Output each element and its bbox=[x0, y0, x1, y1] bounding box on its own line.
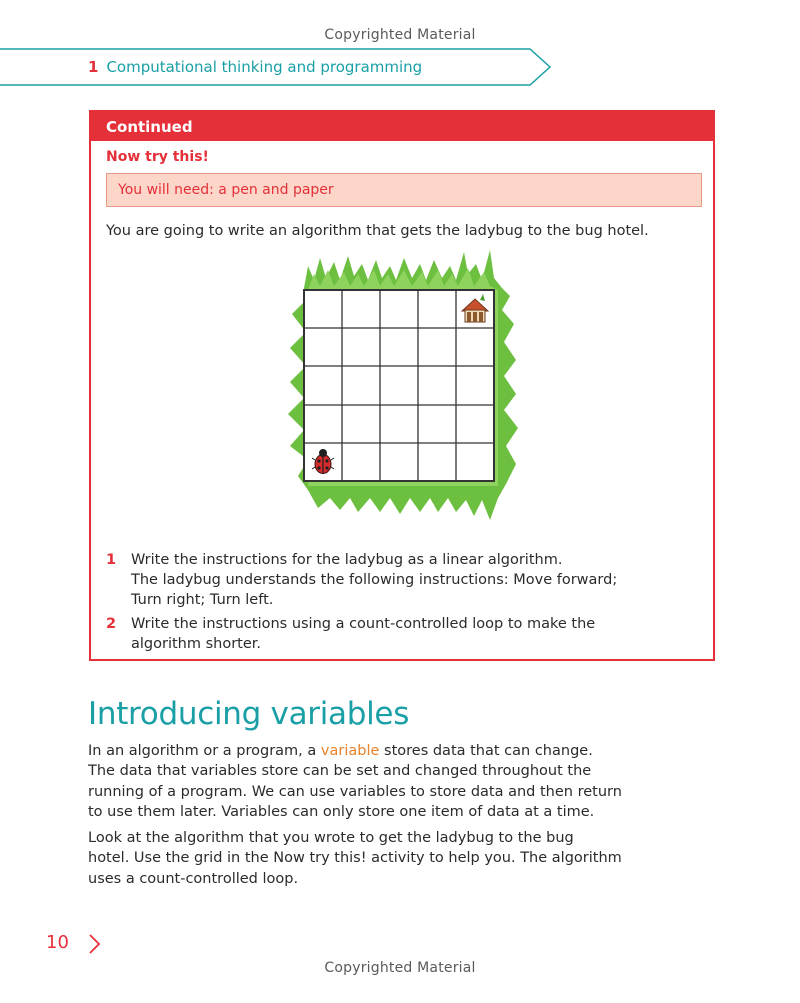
materials-needed-text: You will need: a pen and paper bbox=[118, 182, 334, 198]
paragraph-line: Look at the algorithm that you wrote to get the ladybug to the bug bbox=[88, 830, 574, 846]
materials-needed-callout bbox=[106, 173, 702, 207]
keyword-variable: variable bbox=[320, 743, 380, 759]
chapter-heading bbox=[88, 58, 422, 76]
activity-heading: Now try this! bbox=[106, 149, 209, 165]
copyright-watermark-bottom: Copyrighted Material bbox=[324, 960, 476, 976]
paragraph-line: The data that variables store can be set and changed throughout the bbox=[88, 763, 592, 780]
now-try-this-box bbox=[89, 110, 715, 661]
chapter-banner bbox=[0, 48, 552, 86]
section-title: Introducing variables bbox=[88, 696, 410, 732]
question-line: Turn right; Turn left. bbox=[131, 592, 274, 608]
paragraph-look-at-algorithm bbox=[88, 828, 622, 889]
question-text bbox=[131, 550, 691, 610]
box-header-label: Continued bbox=[106, 118, 193, 136]
paragraph-line: hotel. Use the grid in the Now try this! activity to help you. The algorithm bbox=[88, 850, 622, 867]
box-header bbox=[91, 112, 713, 141]
question-line: The ladybug understands the following instructions: Move forward; bbox=[131, 572, 618, 588]
chapter-number: 1 bbox=[88, 58, 99, 76]
chapter-title: Computational thinking and programming bbox=[106, 58, 423, 76]
activity-intro: You are going to write an algorithm that gets the ladybug to the bug hotel. bbox=[106, 223, 649, 239]
question-line: Write the instructions for the ladybug as a linear algorithm. bbox=[131, 552, 563, 568]
question-number: 1 bbox=[106, 552, 117, 568]
paragraph-line: to use them later. Variables can only store one item of data at a time. bbox=[88, 803, 595, 820]
chevron-right-icon bbox=[88, 933, 102, 955]
question-line: algorithm shorter. bbox=[131, 636, 262, 652]
paragraph-line: uses a count-controlled loop. bbox=[88, 870, 299, 887]
copyright-watermark-top: Copyrighted Material bbox=[324, 27, 476, 43]
question-number: 2 bbox=[106, 616, 117, 632]
grass-grid-illustration bbox=[284, 250, 524, 530]
text-span: In an algorithm or a program, a bbox=[88, 743, 321, 759]
text-span: stores data that can change. bbox=[379, 743, 593, 759]
page-number: 10 bbox=[46, 932, 69, 953]
question-text bbox=[131, 614, 691, 654]
paragraph-variables-intro bbox=[88, 741, 622, 822]
question-line: Write the instructions using a count-controlled loop to make the bbox=[131, 616, 596, 632]
ladybug-grid-figure bbox=[284, 250, 524, 530]
paragraph-line: running of a program. We can use variables to store data and then return bbox=[88, 783, 622, 800]
paragraph-line bbox=[88, 741, 622, 761]
